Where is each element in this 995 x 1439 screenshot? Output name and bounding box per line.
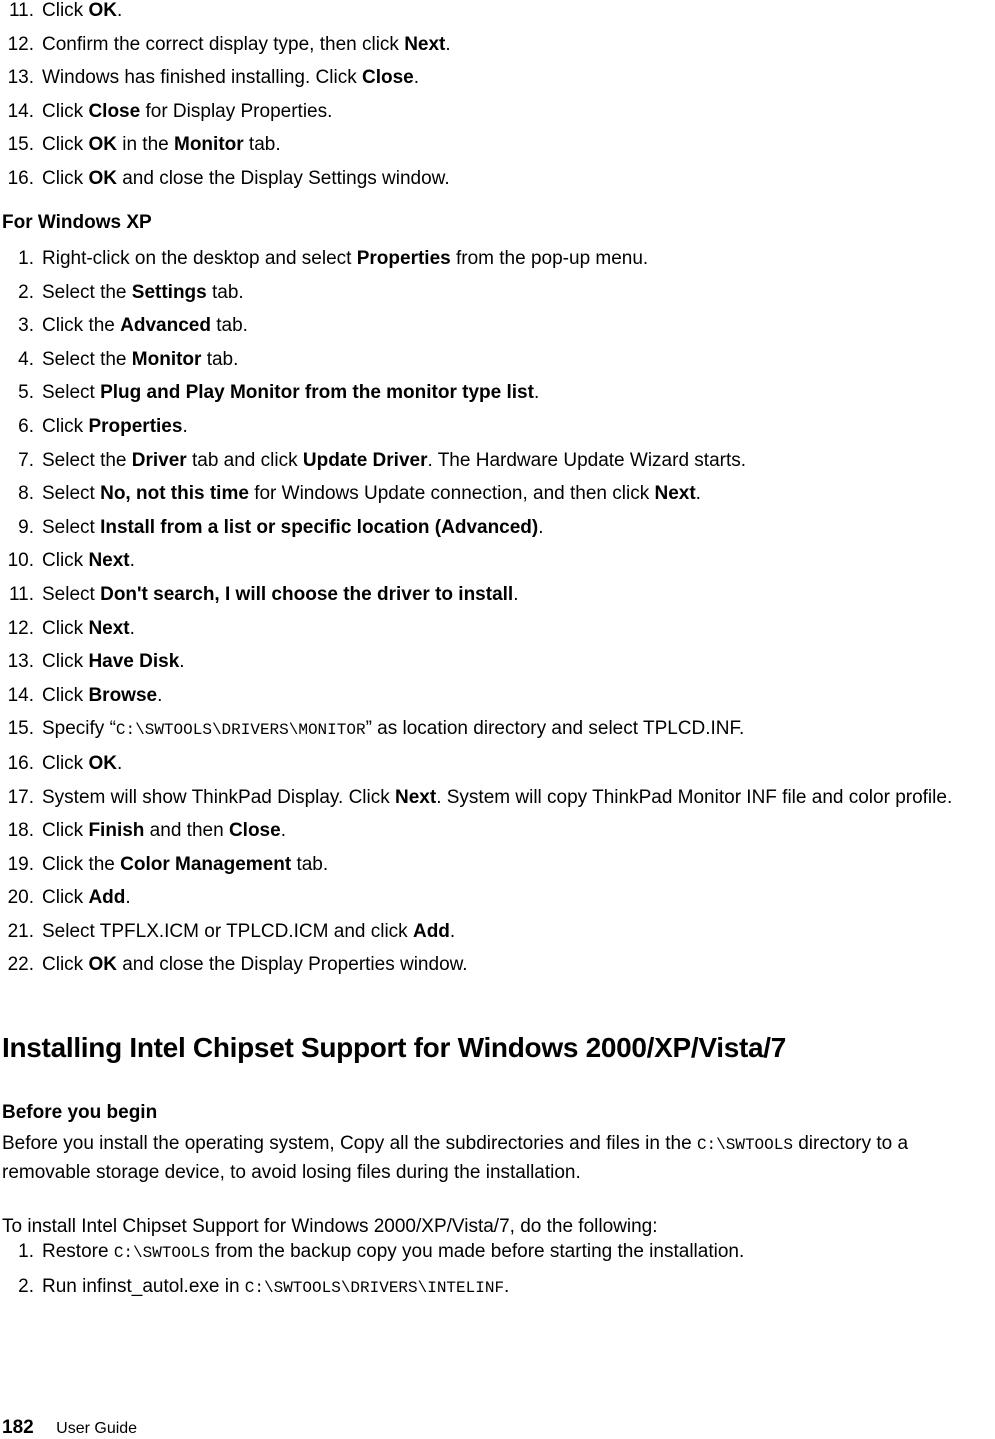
list-item	[0, 101, 990, 123]
text-run: .	[182, 415, 188, 437]
text-run: Windows has finished installing. Click	[42, 67, 362, 89]
list-item	[0, 718, 990, 741]
text-run: .	[695, 483, 701, 505]
list-item	[0, 34, 990, 56]
text-run: Run infinst_autol.exe in	[42, 1275, 245, 1297]
path-code: C:\SWTOOLS\DRIVERS\INTELINF	[244, 1278, 505, 1297]
step-number: 13.	[7, 67, 34, 89]
guide-name: User Guide	[56, 1420, 138, 1437]
text-run: .	[116, 0, 123, 21]
step-number: 10.	[7, 550, 34, 572]
section-heading-intel-chipset: Installing Intel Chipset Support for Windows 2000/XP/Vista/7	[2, 1032, 787, 1063]
steps-list-top	[0, 0, 990, 202]
path-code: C:\SWTOOLS	[113, 1244, 210, 1262]
text-run: tab.	[201, 348, 239, 370]
text-run: Click the	[42, 853, 121, 875]
bold-term: Plug and Play Monitor from the monitor type list	[100, 382, 534, 404]
text-run: Click	[42, 0, 89, 21]
step-number: 19.	[7, 853, 34, 875]
bold-term: OK	[88, 167, 117, 189]
list-item	[0, 349, 990, 371]
text-run: System will show ThinkPad Display. Click	[42, 786, 396, 808]
text-run: Click the	[42, 315, 121, 337]
text-run: Before you install the operating system, Copy all the subdirectories and files in the	[2, 1133, 697, 1154]
step-number: 8.	[18, 483, 34, 505]
text-run: and then	[144, 820, 229, 842]
text-run: Select	[42, 382, 101, 404]
text-run: tab.	[243, 134, 281, 156]
text-run: Click	[42, 954, 89, 976]
step-number: 14.	[7, 100, 34, 122]
step-number: 13.	[7, 651, 34, 673]
text-run: Click	[42, 415, 89, 437]
text-run: Click	[42, 167, 89, 189]
section-heading-windows-xp: For Windows XP	[2, 212, 152, 233]
bold-term: Update Driver	[302, 449, 428, 471]
text-run: Click	[42, 684, 89, 706]
step-number: 22.	[7, 954, 34, 976]
list-item	[0, 0, 990, 22]
text-run: Click	[42, 887, 89, 909]
bold-term: Add	[412, 920, 450, 942]
list-item	[0, 954, 990, 976]
step-number: 20.	[7, 887, 34, 909]
step-number: 11.	[8, 0, 34, 21]
text-run: .	[116, 752, 123, 774]
step-number: 15.	[7, 718, 34, 740]
text-run: .	[413, 67, 419, 89]
text-run: Restore	[42, 1241, 114, 1262]
step-number: 18.	[7, 820, 34, 842]
bold-term: Browse	[88, 684, 158, 706]
bold-term: Have Disk	[88, 651, 180, 673]
text-run: .	[513, 583, 519, 605]
list-item	[0, 450, 990, 472]
text-run: . System will copy ThinkPad Monitor INF file and color profile.	[436, 786, 953, 808]
step-number: 2.	[18, 1275, 34, 1297]
list-item	[0, 584, 990, 606]
text-run: tab.	[291, 853, 329, 875]
text-run: from the pop-up menu.	[450, 248, 649, 269]
text-run: .	[129, 617, 135, 639]
text-run: for Windows Update connection, and then click	[248, 483, 655, 505]
step-number: 11.	[8, 583, 34, 605]
text-run: Select	[42, 516, 101, 538]
bold-term: Properties	[356, 248, 451, 269]
page-number: 182	[2, 1417, 34, 1438]
bold-term: Close	[228, 820, 281, 842]
bold-term: Properties	[88, 415, 183, 437]
path-code: C:\SWTOOLS\DRIVERS\MONITOR	[115, 721, 366, 740]
list-item	[0, 248, 990, 270]
steps-list-intel-chipset	[0, 1241, 990, 1310]
list-item	[0, 651, 990, 673]
text-run: Specify “	[42, 718, 116, 740]
text-run: ” as location directory and select TPLCD.INF.	[365, 718, 745, 740]
list-item	[0, 787, 990, 809]
step-number: 1.	[18, 248, 34, 269]
text-run: .	[449, 920, 456, 942]
text-run: .	[125, 887, 131, 909]
bold-term: Finish	[88, 820, 145, 842]
text-run: Click	[42, 617, 89, 639]
bold-term: Next	[88, 617, 130, 639]
before-you-begin-paragraph	[2, 1130, 992, 1187]
step-number: 17.	[7, 786, 34, 808]
intro-paragraph: To install Intel Chipset Support for Windows 2000/XP/Vista/7, do the following:	[2, 1216, 658, 1237]
text-run: Click	[42, 651, 89, 673]
step-number: 6.	[18, 415, 34, 437]
bold-term: Close	[361, 67, 414, 89]
text-run: and close the Display Properties window.	[116, 954, 468, 976]
list-item	[0, 820, 990, 842]
text-run: in the	[116, 134, 174, 156]
step-number: 7.	[18, 449, 34, 471]
bold-term: Color Management	[120, 853, 292, 875]
list-item	[0, 753, 990, 775]
step-number: 12.	[7, 33, 34, 55]
list-item	[0, 618, 990, 640]
text-run: .	[445, 33, 451, 55]
bold-term: OK	[88, 752, 117, 774]
bold-term: Driver	[131, 449, 187, 471]
bold-term: Next	[395, 786, 437, 808]
text-run: . The Hardware Update Wizard starts.	[427, 449, 747, 471]
path-code: C:\SWTOOLS	[696, 1136, 793, 1154]
text-run: .	[129, 550, 135, 572]
text-run: from the backup copy you made before starting the installation.	[209, 1241, 745, 1262]
list-item	[0, 483, 990, 505]
text-run: Select TPFLX.ICM or TPLCD.ICM and click	[42, 920, 413, 942]
text-run: .	[280, 820, 286, 842]
step-number: 1.	[18, 1241, 34, 1262]
bold-term: No, not this time	[100, 483, 249, 505]
bold-term: OK	[88, 954, 117, 976]
bold-term: Advanced	[120, 315, 211, 337]
list-item	[0, 67, 990, 89]
list-item	[0, 550, 990, 572]
bold-term: Monitor	[131, 348, 202, 370]
step-number: 16.	[7, 752, 34, 774]
steps-list-windows-xp	[0, 248, 990, 988]
step-number: 3.	[18, 315, 34, 337]
list-item	[0, 685, 990, 707]
list-item	[0, 315, 990, 337]
text-run: and close the Display Settings window.	[116, 167, 450, 189]
list-item	[0, 382, 990, 404]
step-number: 12.	[7, 617, 34, 639]
text-run: Click	[42, 820, 89, 842]
list-item	[0, 854, 990, 876]
bold-term: Don't search, I will choose the driver to install	[100, 583, 514, 605]
text-run: Select the	[42, 449, 132, 471]
bold-term: Next	[88, 550, 130, 572]
text-run: directory to a removable storage device, to avoid losing files during the installation.	[2, 1133, 909, 1183]
text-run: Select	[42, 583, 101, 605]
text-run: Select the	[42, 348, 132, 370]
bold-term: Next	[404, 33, 446, 55]
text-run: .	[157, 684, 163, 706]
list-item	[0, 416, 990, 438]
list-item	[0, 921, 990, 943]
text-run: Click	[42, 100, 89, 122]
text-run: .	[533, 382, 540, 404]
text-run: Select the	[42, 281, 132, 303]
text-run: .	[538, 516, 544, 538]
step-number: 15.	[7, 134, 34, 156]
text-run: .	[504, 1275, 510, 1297]
subheading-before-you-begin: Before you begin	[2, 1102, 158, 1123]
bold-term: Install from a list or specific location (Advanced)	[100, 516, 539, 538]
list-item	[0, 134, 990, 156]
step-number: 21.	[7, 920, 34, 942]
text-run: Click	[42, 752, 89, 774]
text-run: Click	[42, 550, 89, 572]
text-run: Right-click on the desktop and select	[42, 248, 357, 269]
step-number: 14.	[7, 684, 34, 706]
list-item	[0, 1276, 990, 1299]
text-run: tab.	[206, 281, 244, 303]
text-run: tab and click	[186, 449, 303, 471]
text-run: .	[179, 651, 185, 673]
text-run: tab.	[210, 315, 248, 337]
bold-term: OK	[88, 134, 117, 156]
list-item	[0, 168, 990, 190]
list-item	[0, 282, 990, 304]
step-number: 16.	[7, 167, 34, 189]
bold-term: Settings	[131, 281, 207, 303]
bold-term: OK	[88, 0, 117, 21]
text-run: Select	[42, 483, 101, 505]
step-number: 5.	[18, 382, 34, 404]
list-item	[0, 517, 990, 539]
step-number: 9.	[18, 516, 34, 538]
text-run: Click	[42, 134, 89, 156]
step-number: 4.	[18, 348, 34, 370]
bold-term: Monitor	[174, 134, 244, 156]
bold-term: Add	[88, 887, 126, 909]
text-run: for Display Properties.	[140, 100, 333, 122]
list-item	[0, 1241, 990, 1264]
bold-term: Next	[654, 483, 696, 505]
step-number: 2.	[18, 281, 34, 303]
bold-term: Close	[88, 100, 141, 122]
text-run: Confirm the correct display type, then click	[42, 33, 405, 55]
list-item	[0, 887, 990, 909]
